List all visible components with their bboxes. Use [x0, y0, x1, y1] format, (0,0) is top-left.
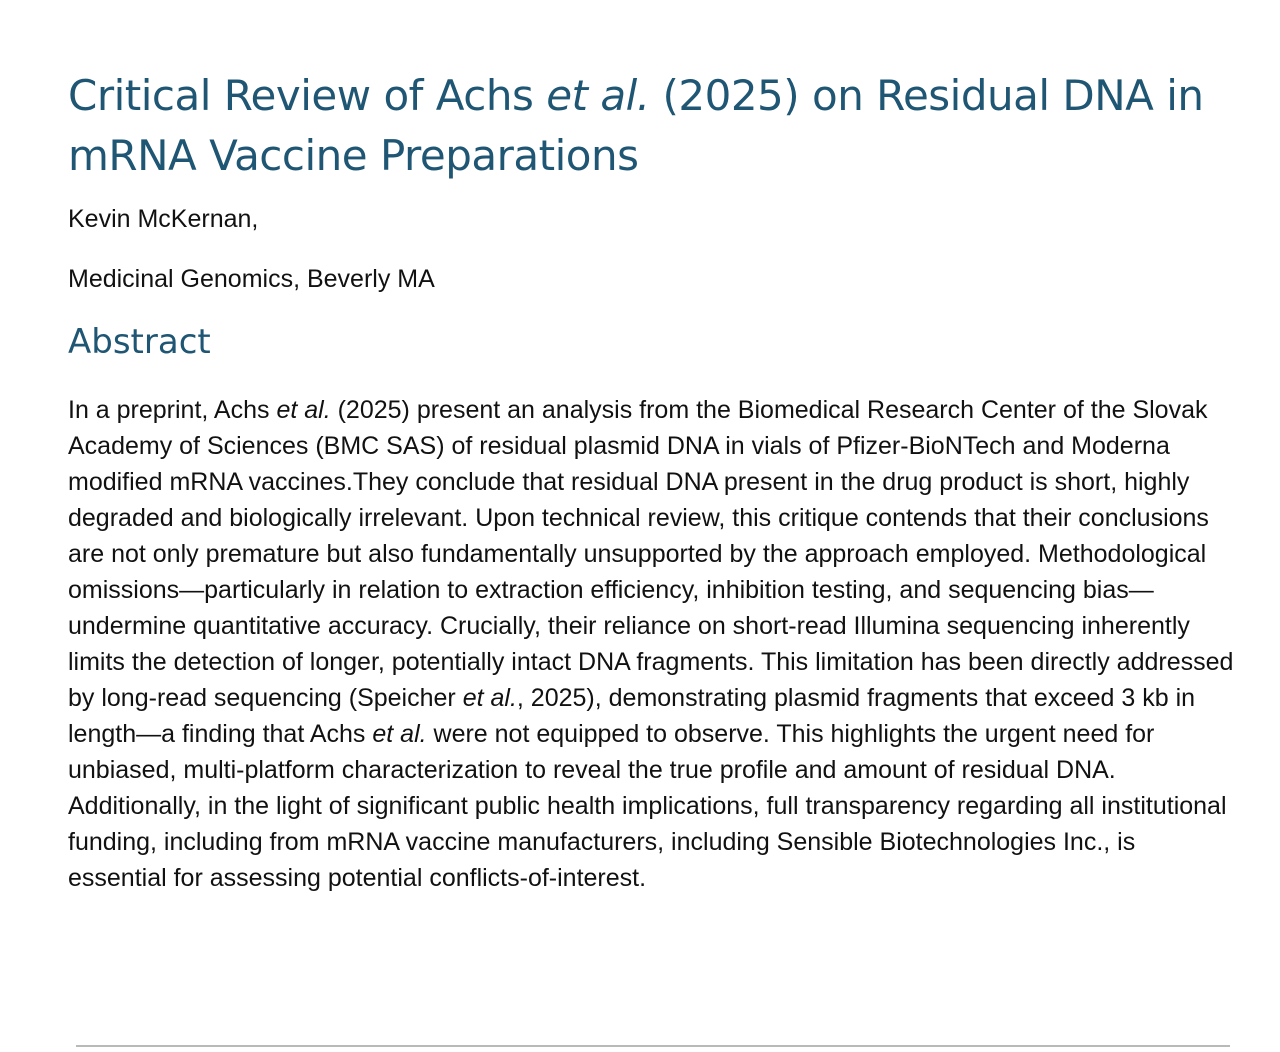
abstract-body — [68, 392, 1236, 896]
author-affiliation: Medicinal Genomics, Beverly MA — [68, 265, 435, 293]
title-et-al: et al. — [546, 71, 650, 120]
abstract-heading: Abstract — [68, 322, 211, 362]
abstract-segment-2: (2025) present an analysis from the Biomedical Research Center of the Slovak Academy of Sciences (BMC SAS) of residual plasmid DNA in vials of Pfizer-BioNTech and Moderna modified mRNA vaccines.They conclude that residual DNA present in the drug product is short, highly degraded and biologically irrelevant. Upon technical review, this critique contends that their conclusions are not only premature but also fundamentally unsupported by the approach employed. Methodological omissions—particularly in relation to extraction efficiency, inhibition testing, and sequencing bias—undermine quantitative accuracy. Crucially, their reliance on short-read Illumina sequencing inherently limits the detection of longer, potentially intact DNA fragments. This limitation has been directly addressed by long-read sequencing (Speicher — [68, 396, 1234, 712]
paper-page — [68, 66, 1238, 896]
abstract-et-al-3: et al. — [372, 720, 427, 748]
paper-title — [68, 66, 1238, 186]
title-text-start: Critical Review of Achs — [68, 71, 547, 120]
abstract-et-al-1: et al. — [276, 396, 331, 424]
section-divider — [76, 1045, 1230, 1047]
abstract-segment-1: In a preprint, Achs — [68, 396, 277, 424]
abstract-et-al-2: et al. — [462, 684, 517, 712]
author-name: Kevin McKernan, — [68, 205, 259, 233]
title-text-end: (2025) on Residual DNA in mRNA Vaccine Preparations — [68, 71, 1204, 180]
abstract-segment-4: were not equipped to observe. This highlights the urgent need for unbiased, multi-platform characterization to reveal the true profile and amount of residual DNA. Additionally, in the light of significant public health implications, full transparency regarding all institutional funding, including from mRNA vaccine manufacturers, including Sensible Biotechnologies Inc., is essential for assessing potential conflicts-of-interest. — [68, 720, 1227, 892]
abstract-segment-3: , 2025), demonstrating plasmid fragments that exceed 3 kb in length—a finding that Achs — [68, 684, 1196, 748]
